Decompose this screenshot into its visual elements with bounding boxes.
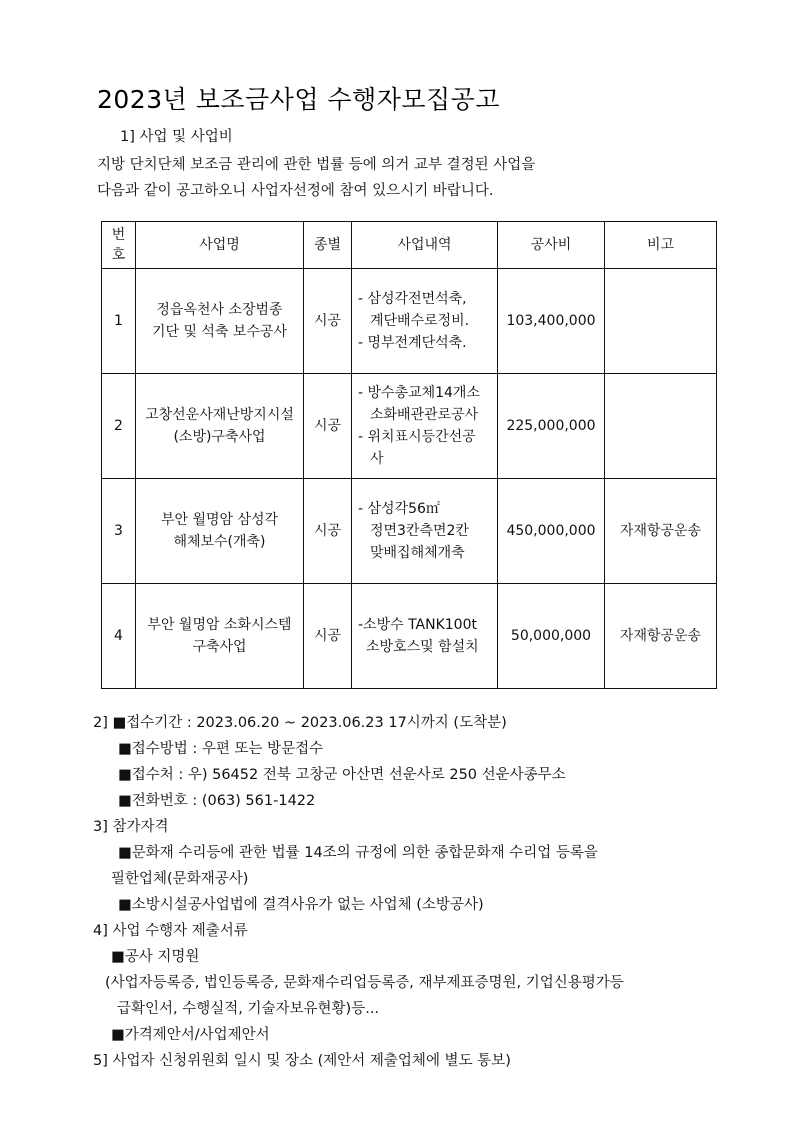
row-details — [352, 479, 498, 584]
detail-item: - 삼성각전면석축, — [358, 291, 467, 307]
phone-number: ■전화번호 : (063) 561-1422 — [118, 793, 316, 809]
row-note — [605, 374, 717, 479]
row-cost: 50,000,000 — [498, 584, 605, 689]
header-cost: 공사비 — [498, 222, 605, 269]
header-note: 비고 — [605, 222, 717, 269]
reception-address: ■접수처 : 우) 56452 전북 고창군 아산면 선운사로 250 선운사종무소 — [118, 767, 566, 783]
row-no: 1 — [102, 269, 136, 374]
project-table-container — [101, 221, 716, 690]
row-note — [605, 269, 717, 374]
detail-item: - 방수총교체14개소 — [358, 385, 480, 401]
detail-item: -소방수 TANK100t — [358, 617, 477, 633]
row-details — [352, 269, 498, 374]
detail-item: 계단배수로정비. — [370, 313, 470, 329]
row-name — [136, 584, 304, 689]
header-no-top: 번 — [111, 227, 126, 243]
qualification-line-3: ■소방시설공사업법에 결격사유가 없는 사업체 (소방공사) — [118, 897, 484, 913]
section4-heading: 4] 사업 수행자 제출서류 — [93, 923, 248, 939]
detail-item: 소화배관관로공사 — [370, 407, 479, 423]
section1-heading: 1] 사업 및 사업비 — [120, 129, 233, 145]
detail-item: 맞배집해체개축 — [370, 545, 465, 561]
table-row — [102, 374, 717, 479]
detail-item: - 위치표시등간선공 — [358, 429, 476, 445]
row-name-line: 고창선운사재난방지시설 — [145, 407, 294, 423]
row-no: 4 — [102, 584, 136, 689]
reception-period: 2] ■접수기간 : 2023.06.20 ~ 2023.06.23 17시까지 (도착분) — [93, 715, 507, 731]
intro-line-2: 다음과 같이 공고하오니 사업자선정에 참여 있으시기 바랍니다. — [97, 183, 494, 199]
row-details — [352, 374, 498, 479]
row-cost: 103,400,000 — [498, 269, 605, 374]
table-row — [102, 269, 717, 374]
detail-item: - 명부전계단석축. — [358, 335, 467, 351]
row-details — [352, 584, 498, 689]
project-table — [101, 221, 717, 689]
row-name-line: 부안 월명암 삼성각 — [160, 512, 279, 528]
row-name — [136, 269, 304, 374]
header-no-bottom: 호 — [111, 247, 126, 263]
detail-item: 정면3칸측면2칸 — [370, 523, 469, 539]
section3-heading: 3] 참가자격 — [93, 819, 169, 835]
row-name-line: 부안 월명암 소화시스템 — [147, 617, 292, 633]
reception-method: ■접수방법 : 우편 또는 방문접수 — [118, 741, 324, 757]
row-no: 2 — [102, 374, 136, 479]
row-name-line: (소방)구축사업 — [173, 429, 266, 445]
header-type: 종별 — [304, 222, 352, 269]
table-header-row — [102, 222, 717, 269]
header-name: 사업명 — [136, 222, 304, 269]
row-type: 시공 — [304, 479, 352, 584]
row-name — [136, 374, 304, 479]
documents-line-4: ■가격제안서/사업제안서 — [111, 1027, 270, 1043]
header-details: 사업내역 — [352, 222, 498, 269]
row-note: 자재항공운송 — [605, 584, 717, 689]
detail-item: 소방호스및 함설치 — [366, 639, 479, 655]
row-no: 3 — [102, 479, 136, 584]
detail-item: - 삼성각56㎡ — [358, 501, 440, 517]
table-row — [102, 584, 717, 689]
row-name-line: 기단 및 석축 보수공사 — [151, 324, 288, 340]
row-name-line: 구축사업 — [192, 639, 247, 655]
row-type: 시공 — [304, 584, 352, 689]
qualification-line-1: ■문화재 수리등에 관한 법률 14조의 규정에 의한 종합문화재 수리업 등록을 — [118, 845, 598, 861]
row-name-line: 해체보수(개축) — [173, 534, 266, 550]
row-note: 자재항공운송 — [605, 479, 717, 584]
intro-line-1: 지방 단치단체 보조금 관리에 관한 법률 등에 의거 교부 결정된 사업을 — [97, 157, 536, 173]
row-name-line: 정읍옥천사 소장범종 — [156, 302, 283, 318]
qualification-line-2: 필한업체(문화재공사) — [111, 871, 249, 887]
detail-item: 사 — [370, 451, 384, 467]
row-type: 시공 — [304, 374, 352, 479]
documents-line-3: 급확인서, 수행실적, 기술자보유현황)등... — [117, 1001, 380, 1017]
section5-heading: 5] 사업자 신청위원회 일시 및 장소 (제안서 제출업체에 별도 통보) — [93, 1053, 511, 1069]
row-type: 시공 — [304, 269, 352, 374]
header-no — [102, 222, 136, 269]
row-cost: 225,000,000 — [498, 374, 605, 479]
row-cost: 450,000,000 — [498, 479, 605, 584]
documents-line-2: (사업자등록증, 법인등록증, 문화재수리업등록증, 재부제표증명원, 기업신용평가등 — [105, 975, 624, 991]
table-row — [102, 479, 717, 584]
documents-line-1: ■공사 지명원 — [111, 949, 200, 965]
row-name — [136, 479, 304, 584]
page-title: 2023년 보조금사업 수행자모집공고 — [97, 85, 500, 114]
